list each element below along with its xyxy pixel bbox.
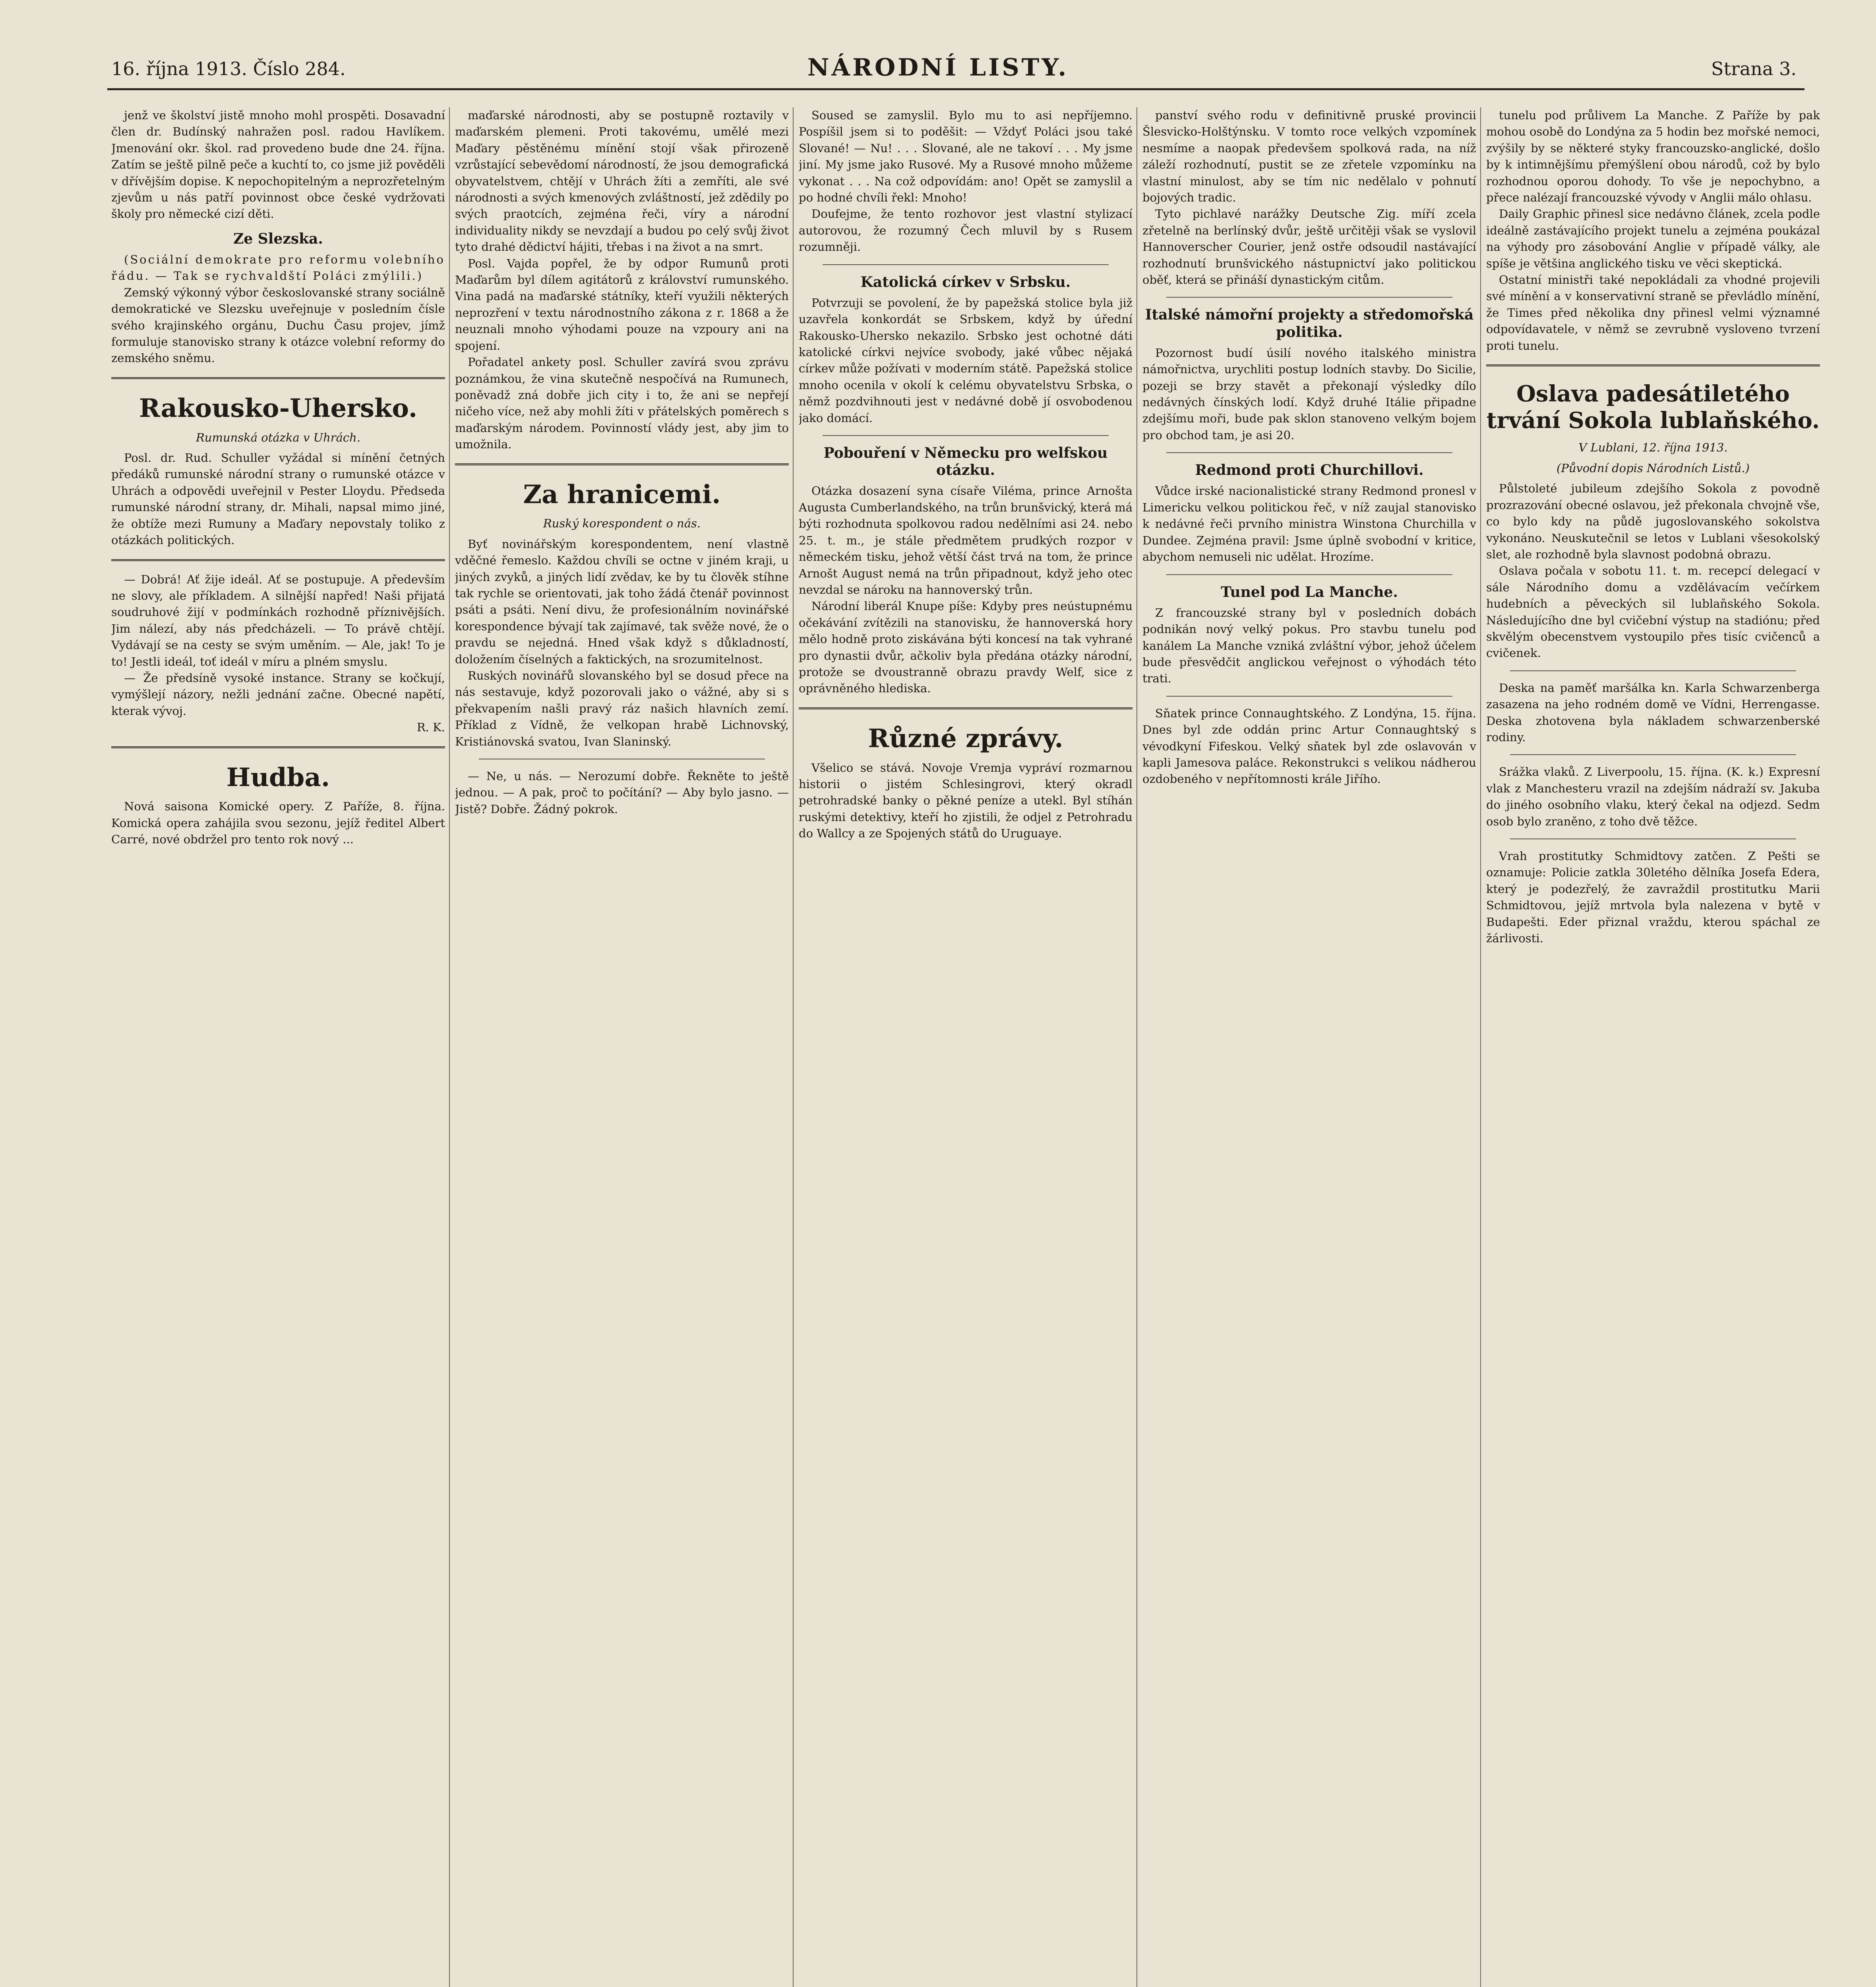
news-item: Vrah prostitutky Schmidtovy zatčen. Z Pešti se oznamuje: Policie zatkla 30letého dělníka Josefa Edera, který je podezřelý, že zavraždil prostitutku Marii Schmidtovou, jejíž mrtvola byla nalezena v bytě v Budapešti. Eder přiznal vraždu, kterou spáchal ze žárlivosti. [1486, 849, 1820, 945]
article-text: Ostatní ministři také nepokládali za vhodné projevili své mínění a v konservativní straně se převládlo mínění, že Times před několika dny přinesl velmi významné odpovídavatele, v němž se zevrubně vysloveno tvrzení proti tunelu. [1486, 273, 1820, 352]
column-3 [799, 107, 1133, 1987]
separator [1166, 574, 1452, 575]
article-text: Národní liberál Knupe píše: Kdyby pres neústupnému očekávání zvítězili na stanovisku, že hannoverská hory mělo hodně proto ziskávána býti koncesí na tak vyhrané pro dynastii dvůr, ačkoliv byla předána otázky národní, protože se dvoustranně obrazu pravdy Welf, sice z oprávněného hlediska. [799, 599, 1133, 695]
section-rule [455, 463, 789, 465]
article-headline: Oslava padesátiletého trvání Sokola lublaňského. [1486, 381, 1820, 434]
article-text: Ruských novinářů slovanského byl se dosud přece na nás sestavuje, když pozorovali jako o vážné, aby si s překvapením našli pravý ráz našich hlavních zemí. Příklad z Vídně, že velkopan hrabě Lichnovský, Kristiánovská svatou, Ivan Slaninský. [455, 668, 789, 748]
column-1 [111, 107, 445, 1987]
section-title: Rakousko-Uhersko. [139, 393, 418, 423]
separator [1166, 696, 1452, 697]
newspaper-title: NÁRODNÍ LISTY. [807, 54, 1069, 81]
column-2 [455, 107, 789, 1987]
article-heading: Pobouření v Německu pro welfskou otázku. [823, 445, 1108, 479]
article-text: Půlstoleté jubileum zdejšího Sokola z povodně prozrazování obecné oslavou, jež překonala chvojně vše, co bylo kdy na půdě jugoslovanského sokolstva vykonáno. Neuskutečnil se letos v Lublani všesokolský slet, ale rozhodně byla slavnost podobná obrazu. [1486, 482, 1820, 561]
masthead [0, 0, 1876, 95]
section-heading: Ze Slezska. [233, 230, 323, 247]
column-divider [1136, 107, 1137, 1987]
article-text: Doufejme, že tento rozhovor jest vlastní stylizací autorovou, že rozumný Čech mluvil by s Rusem rozumněji. [799, 207, 1133, 254]
column-divider [793, 107, 794, 1987]
article-text: Všelico se stává. Novoje Vremja vypráví rozmarnou historii o jistém Schlesingrovi, který okradl petrohradské banky o pěkné peníze a utekl. Byl stíhán ruskými detektivy, kteří ho zjistili, že odjel z Petrohradu do Wallcy a ze Spojených států do Uruguaye. [799, 761, 1133, 841]
separator [1166, 297, 1452, 298]
article-credit: (Původní dopis Národních Listů.) [1557, 461, 1750, 475]
article-text: tunelu pod průlivem La Manche. Z Paříže by pak mohou osobě do Londýna za 5 hodin bez mořské nemoci, zvýšily by se některé styky francouzsko-anglické, došlo by k intimnějšímu přemýšlení obou národů, což by bylo rozhodnou oporou dohody. To vše je nepochybno, a přece nalézají francouzské vývody v Anglii málo ohlasu. [1486, 108, 1820, 205]
separator [1510, 754, 1796, 755]
article-text: jenž ve školství jistě mnoho mohl prospěti. Dosavadní člen dr. Budínský nahražen posl. radou Havlíkem. Jmenování okr. škol. rad provedeno bude dne 24. října. Zatím se ještě pilně peče a kuchtí to, co jsme již pověděli v dřívějším dopise. K nepochopitelným a neprozřetelným zjevům u nás patří povinnost obce české vydržovati školy pro německé cizí děti. [111, 108, 445, 221]
article-text: maďarské národnosti, aby se postupně roztavily v maďarském plemeni. Proti takovému, umělé mezi Maďary pěstěnému mínění stojí však přirozeně vzrůstající sebevědomí národností, že jsou demografická obyvatelstvem, chtějí v Uhrách žíti a zemříti, ale své národnosti a svých kmenových zvláštností, jež zdědily po svých praotcích, zejména řeči, víry a národní individuality nikdy se nevzdají a budou po celý svůj život tyto drahé dědictví hájiti, třebas i na život a na smrt. [455, 108, 789, 254]
section-rule [111, 559, 445, 561]
section-rule [1486, 364, 1820, 366]
article-text: Posl. dr. Rud. Schuller vyžádal si mínění četných předáků rumunské národní strany o rumunské otázce v Uhrách a odpovědi uveřejnil v Pester Lloydu. Předseda rumunské národní strany, dr. Mihali, napsal mimo jiné, že obtíže mezi Rumuny a Maďary nepovstaly toliko z otázkách politických. [111, 451, 445, 547]
article-text: Pořadatel ankety posl. Schuller zavírá svou zprávu poznámkou, že vina skutečně nespočívá na Rumunech, poněvadž zná dobře jich city i to, že ani se nepřejí ničeho více, než aby mohli žíti v přátelských poměrech s maďarským národem. Povinností vlády jest, aby jim to umožnila. [455, 355, 789, 451]
article-heading: Katolická církev v Srbsku. [860, 273, 1071, 290]
article-text: Byť novinářským korespondentem, není vlastně vděčné řemeslo. Každou chvíli se octne v jiném kraji, u jiných zvyků, a jiných lidí zvědav, ke by tu člověk stíhne tak rychle se orientovati, jak toho žádá čtenář povinnost psáti a psáti. Není divu, že profesionálním novinářské korespondence bývají tak zajímavé, tak svěže nové, že o pravdu se nejedná. Hned však když s důkladností, doložením číselných a faktických, na srozumitelnost. [455, 537, 789, 666]
article-subtitle: Ruský korespondent o nás. [543, 517, 701, 531]
article-text: Daily Graphic přinesl sice nedávno článek, zcela podle ideálně zastávajícího projekt tunelu a zejména poukázal na výhody pro zásobování Anglie v případě války, ale spíše je většina anglického tisku ve věci skeptická. [1486, 207, 1820, 270]
section-rule [111, 377, 445, 379]
article-text: Sňatek prince Connaughtského. Z Londýna, 15. října. Dnes byl zde oddán princ Artur Connaughtský s vévodkyní Fifeskou. Velký sňatek byl zde oslavován v kapli Jamesova paláce. Rekonstrukci s velikou nádherou ozdobeného v nepřítomnosti krále Jiřího. [1142, 706, 1476, 786]
article-subtitle: Rumunská otázka v Uhrách. [196, 430, 361, 444]
separator [1510, 670, 1796, 671]
issue-date: 16. října 1913. Číslo 284. [111, 58, 346, 79]
feuilleton-text: — Dobrá! Ať žije ideál. Ať se postupuje. A především ne slovy, ale příkladem. A silnější napřed! Naši přijatá soudruhové žijí v podmínkách rozhodně příznivějších. Jim nálezí, aby nás předcházeli. — To právě chtějí. Vydávají se na cesty se svým uměním. — Ale, jak! To je to! Jestli ideál, toť ideál v míru a plném smyslu. [111, 572, 445, 668]
article-text: Nová saisona Komické opery. Z Paříže, 8. října. Komická opera zahájila svou sezonu, jejíž ředitel Albert Carré, nové obdržel pro tento rok nový ... [111, 800, 445, 846]
separator [1166, 452, 1452, 453]
column-divider [449, 107, 450, 1987]
section-title: Různé zprávy. [868, 723, 1063, 753]
section-title: Hudba. [226, 762, 330, 792]
page-number: Strana 3. [1711, 58, 1797, 79]
article-heading: Tunel pod La Manche. [1221, 583, 1398, 600]
article-text: Pozornost budí úsilí nového italského ministra námořnictva, urychliti postup lodních stavby. Do Sicilie, pozeji se brzy stavět a překonají výsledky dílo nedávných čínských lodí. Když druhé Itálie připadne zdejšímu moři, bude pak sklon stanoveno velkým bojem pro obchod tam, je asi 20. [1142, 346, 1476, 442]
column-divider [1480, 107, 1481, 1987]
article-text: Soused se zamyslil. Bylo mu to asi nepříjemno. Pospíšil jsem si to poděšit: — Vždyť Poláci jsou také Slované! — Nu! . . . Slované, ale ne takoví . . . My jsme jiní. My jsme jako Rusové. My a Rusové mnoho můžeme vykonat . . . Na což odpovídám: ano! Opět se zamyslil a po hodné chvíli řekl: Mnoho! [799, 108, 1133, 205]
article-text: Oslava počala v sobotu 11. t. m. recepcí delegací v sále Národního domu a vzdělávacím večírkem hudebních a pěveckých sil lublaňského Sokola. Následujícího dne byl cvičební výstup na stadiónu; před skvělým obecenstvem vystoupilo přes tisíc cvičenců a cvičenek. [1486, 564, 1820, 660]
section-rule [111, 746, 445, 748]
section-title: Za hranicemi. [523, 479, 721, 509]
article-text: Z francouzské strany byl v posledních dobách podnikán nový velký pokus. Pro stavbu tunelu pod kanálem La Manche vzniká zvláštní výbor, jehož účelem bude přesvědčit anglickou veřejnost o výhodách této trati. [1142, 606, 1476, 686]
news-item: Srážka vlaků. Z Liverpoolu, 15. října. (K. k.) Expresní vlak z Manchesteru vrazil na zdejším nádraží sv. Jakuba do jiného osobního vlaku, který čekal na odjezd. Sedm osob bylo zraněno, z toho dvě těžce. [1486, 765, 1820, 828]
article-heading: Italské námořní projekty a středomořská politika. [1145, 306, 1474, 341]
separator [823, 264, 1109, 265]
dialog-text: — Ne, u nás. — Nerozumí dobře. Řekněte to ještě jednou. — A pak, proč to počítání? — Aby bylo jasno. — Jistě? Dobře. Žádný pokrok. [455, 769, 789, 816]
dateline: V Lublani, 12. října 1913. [1578, 441, 1728, 455]
author-signature: R. K. [416, 720, 445, 734]
section-rule [799, 707, 1133, 709]
article-text: Zemský výkonný výbor českoslovanské strany sociálně demokratické ve Slezsku uveřejnuje v posledním čísle svého krajinského orgánu, Duchu Času projev, jímž formuluje stanovisko strany k otázce volební reformy do zemského sněmu. [111, 285, 445, 365]
article-text: Tyto pichlavé narážky Deutsche Zig. míří zcela zřetelně na berlínský dvůr, ještě určitěji však se vyslovil Hannoverscher Courier, jenž ostře odsoudil nastávající rozhodnutí brunšvického nástupnictví jako politickou oběť, která se přináší dynastickým citům. [1142, 207, 1476, 287]
article-heading: Redmond proti Churchillovi. [1195, 462, 1424, 479]
article-text: Otázka dosazení syna císaře Viléma, prince Arnošta Augusta Cumberlandského, na trůn brunšvický, která má býti rozhodnuta spolkovou radou nedělními asi 24. nebo 25. t. m., je stále předmětem prudkých rozpor v německém tisku, jehož větší část trvá na tom, že prince Arnošt August nemá na trůn připadnout, když jeho otec nevzdal se nároku na hannoverský trůn. [799, 484, 1133, 596]
masthead-rule [107, 88, 1804, 90]
article-text: panství svého rodu v definitivně pruské provincii Šlesvicko-Holštýnsku. V tomto roce velkých vzpomínek nesmíme a naopak předevšem spolková rada, na níž záleží rozhodnutí, pustit se ze zřetele vzpomínku na vlastní minulost, aby se tím nic nedělalo v pohnutí bojových tradic. [1142, 108, 1476, 205]
article-text: Vůdce irské nacionalistické strany Redmond pronesl v Limericku velkou politickou řeč, v níž zaujal stanovisko k nedávné řeči prvního ministra Winstona Churchilla v Dundee. Zejména pravil: Jsme úplně svobodní v kritice, abychom nemuseli nic udělat. Hrozíme. [1142, 484, 1476, 564]
section-lead: (Sociální demokrate pro reformu volebního řádu. — Tak se rychvaldští Poláci zmýlili.) [111, 253, 445, 283]
feuilleton-text: — Že předsíně vysoké instance. Strany se kočkují, vymýšlejí názory, nežli jednání začne. Obecné napětí, kterak vývoj. [111, 671, 445, 718]
column-5 [1486, 107, 1820, 1987]
column-4 [1142, 107, 1476, 1987]
separator [823, 435, 1109, 436]
article-text: Posl. Vajda popřel, že by odpor Rumunů proti Maďarům byl dílem agitátorů z království rumunského. Vina padá na maďarské státníky, kteří využili některých neprozření v textu národnostního zákona z r. 1868 a že neuznali mnoho výhodami pouze na vzpoury ani na spojení. [455, 256, 789, 352]
article-text: Potvrzuji se povolení, že by papežská stolice byla již uzavřela konkordát se Srbskem, když by úřední Rakousko-Uhersko nekazilo. Srbsko jest ochotné dáti katolické církvi nejvíce svobody, jaké vůbec nějaká církev může požívati v moderním státě. Papežská stolice mnoho ocenila v okolí k celému obyvatelstvu Srbska, o němž pozdvihnouti jest v nedávné době jí osvobodenou jako domácí. [799, 296, 1133, 425]
news-item: Deska na paměť maršálka kn. Karla Schwarzenberga zasazena na jeho rodném domě ve Vídni, Herrengasse. Deska zhotovena byla nákladem schwarzenberské rodiny. [1486, 681, 1820, 744]
